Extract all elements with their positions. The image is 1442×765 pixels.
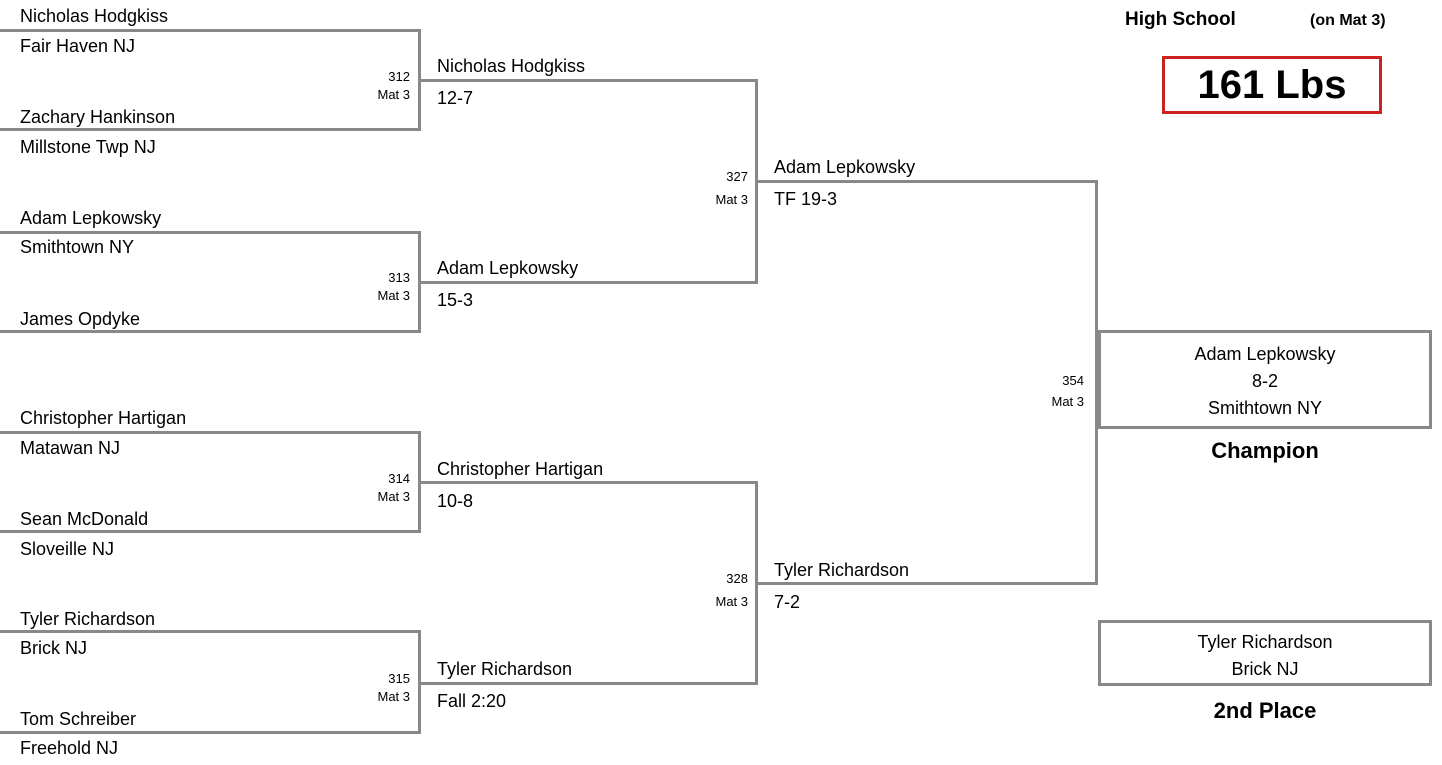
winner-name: Adam Lepkowsky <box>437 258 579 278</box>
bracket-line <box>0 29 421 32</box>
second-place-team: Brick NJ <box>1231 659 1299 679</box>
wrestler-team: Matawan NJ <box>20 438 121 458</box>
bout-number: 313 <box>388 270 410 285</box>
wrestler-team: Millstone Twp NJ <box>20 137 156 157</box>
winner-name: Adam Lepkowsky <box>774 157 916 177</box>
wrestler-name: Christopher Hartigan <box>20 408 187 428</box>
bout-mat: Mat 3 <box>1051 394 1084 409</box>
bracket-line <box>0 128 421 131</box>
bout-number: 312 <box>388 69 410 84</box>
champion-team: Smithtown NY <box>1207 398 1323 418</box>
wrestler-name: Adam Lepkowsky <box>20 208 162 228</box>
bracket-line <box>421 682 758 685</box>
bracket-line <box>0 630 421 633</box>
match-score: Fall 2:20 <box>437 691 507 711</box>
bracket-line <box>0 231 421 234</box>
division-title: High School <box>1125 9 1236 30</box>
bout-mat: Mat 3 <box>715 594 748 609</box>
wrestler-name: James Opdyke <box>20 309 141 329</box>
champion-score: 8-2 <box>1251 371 1278 391</box>
bracket-line <box>758 582 1098 585</box>
second-place-box <box>1098 620 1432 686</box>
winner-name: Nicholas Hodgkiss <box>437 56 586 76</box>
bout-mat: Mat 3 <box>377 489 410 504</box>
mat-note: (on Mat 3) <box>1310 12 1386 29</box>
bracket-line <box>0 330 421 333</box>
wrestler-name: Sean McDonald <box>20 509 149 529</box>
winner-name: Christopher Hartigan <box>437 459 604 479</box>
bout-mat: Mat 3 <box>377 689 410 704</box>
champion-name: Adam Lepkowsky <box>1194 344 1336 364</box>
bracket-line <box>0 731 421 734</box>
second-place-label: 2nd Place <box>1213 698 1317 723</box>
wrestler-name: Nicholas Hodgkiss <box>20 6 169 26</box>
bracket-line <box>421 79 758 82</box>
bracket-line <box>758 180 1098 183</box>
second-place-name: Tyler Richardson <box>1197 632 1333 652</box>
match-score: 15-3 <box>437 290 474 310</box>
winner-name: Tyler Richardson <box>774 560 910 580</box>
match-score: TF 19-3 <box>774 189 838 209</box>
champion-box <box>1098 330 1432 429</box>
wrestler-name: Zachary Hankinson <box>20 107 176 127</box>
bracket-line <box>0 530 421 533</box>
bout-mat: Mat 3 <box>715 192 748 207</box>
bout-number: 315 <box>388 671 410 686</box>
wrestler-team: Brick NJ <box>20 638 87 658</box>
bracket-line <box>421 481 758 484</box>
match-score: 7-2 <box>774 592 801 612</box>
bout-number: 314 <box>388 471 410 486</box>
bout-number: 327 <box>726 169 748 184</box>
wrestler-team: Sloveille NJ <box>20 539 115 559</box>
wrestler-name: Tyler Richardson <box>20 609 156 629</box>
winner-name: Tyler Richardson <box>437 659 573 679</box>
bout-number: 354 <box>1062 373 1084 388</box>
wrestler-name: Tom Schreiber <box>20 709 137 729</box>
weight-class-badge: 161 Lbs <box>1162 56 1382 114</box>
bout-number: 328 <box>726 571 748 586</box>
match-score: 10-8 <box>437 491 474 511</box>
wrestler-team: Smithtown NY <box>20 237 135 257</box>
bracket-line <box>0 431 421 434</box>
bout-mat: Mat 3 <box>377 87 410 102</box>
bout-mat: Mat 3 <box>377 288 410 303</box>
wrestler-team: Freehold NJ <box>20 738 119 758</box>
champion-label: Champion <box>1211 438 1319 463</box>
wrestler-team: Fair Haven NJ <box>20 36 136 56</box>
bracket-line <box>421 281 758 284</box>
match-score: 12-7 <box>437 88 474 108</box>
